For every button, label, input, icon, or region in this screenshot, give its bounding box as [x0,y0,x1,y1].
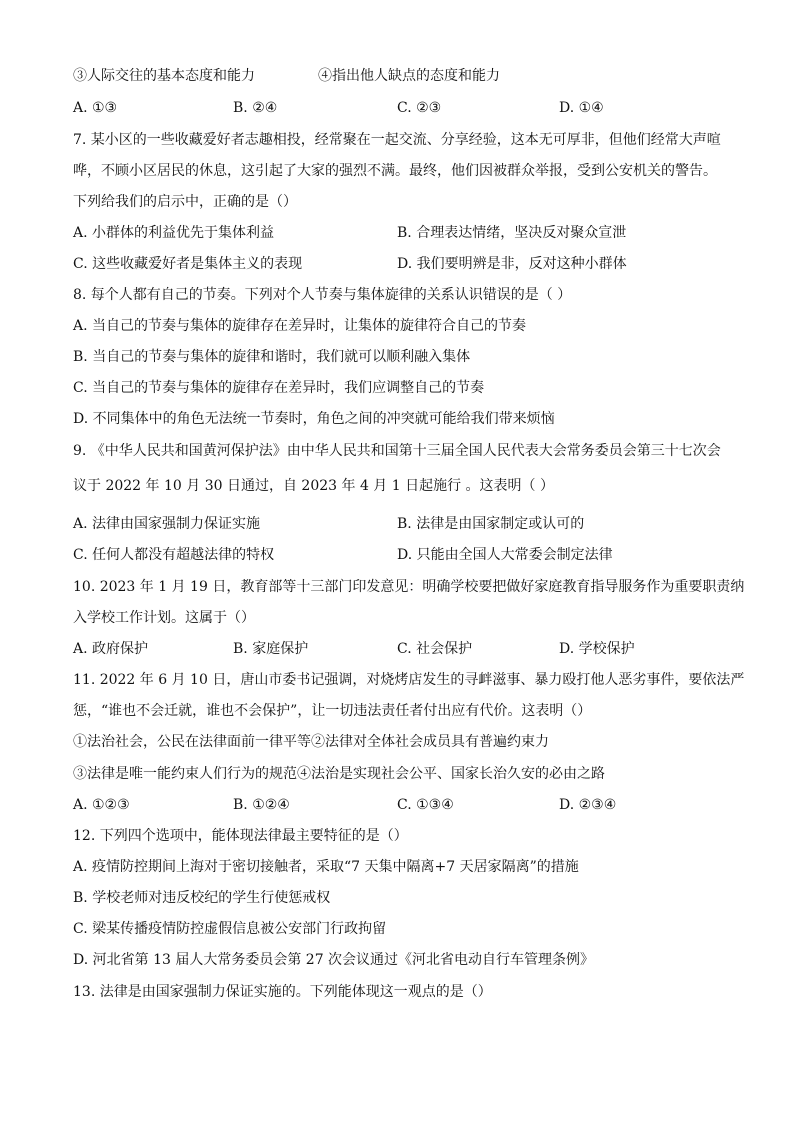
q11-choice-c[interactable]: C. ①③④ [397,797,454,813]
q6-choices [73,99,733,117]
q10-choice-c[interactable]: C. 社会保护 [397,641,473,657]
q7-choices-row-2 [73,255,733,273]
q7-stem-line-3: 下列给我们的启示中，正确的是（） [73,194,297,210]
q11-statements-line-2: ③法律是唯一能约束人们行为的规范④法治是实现社会公平、国家长治久安的必由之路 [73,766,605,782]
q7-choice-b[interactable]: B. 合理表达情绪，坚决反对聚众宣泄 [397,225,627,241]
q8-choice-c[interactable]: C. 当自己的节奏与集体的旋律存在差异时，我们应调整自己的节奏 [73,380,485,396]
q10-stem-line-1: 10. 2023 年 1 月 19 日，教育部等十三部门印发意见：明确学校要把做好家庭教育指导服务作为重要职责纳 [73,579,745,595]
q9-choice-a[interactable]: A. 法律由国家强制力保证实施 [73,516,261,532]
q11-choices [73,796,733,814]
q9-choices-row-2 [73,546,733,564]
q7-choice-d[interactable]: D. 我们要明辨是非，反对这种小群体 [397,256,627,272]
q7-choice-a[interactable]: A. 小群体的利益优先于集体利益 [73,225,275,241]
q7-stem-line-2: 哗，不顾小区居民的休息，这引起了大家的强烈不满。最终，他们因被群众举报，受到公安机关的警告。 [73,163,717,179]
q12-stem: 12. 下列四个选项中，能体现法律最主要特征的是（） [73,828,408,844]
q12-choice-a[interactable]: A. 疫情防控期间上海对于密切接触者，采取“7 天集中隔离+7 天居家隔离”的措施 [73,859,579,875]
q9-choice-c[interactable]: C. 任何人都没有超越法律的特权 [73,547,275,563]
q6-statement-3: ③人际交往的基本态度和能力 [73,68,255,84]
q12-choice-c[interactable]: C. 梁某传播疫情防控虚假信息被公安部门行政拘留 [73,921,387,937]
q8-choice-a[interactable]: A. 当自己的节奏与集体的旋律存在差异时，让集体的旋律符合自己的节奏 [73,318,527,334]
q13-stem: 13. 法律是由国家强制力保证实施的。下列能体现这一观点的是（） [73,984,492,1000]
q7-choice-c[interactable]: C. 这些收藏爱好者是集体主义的表现 [73,256,303,272]
q11-stem-line-2: 惩，“谁也不会迁就，谁也不会保护”，让一切违法责任者付出应有代价。这表明（） [73,703,592,719]
q12-choice-b[interactable]: B. 学校老师对违反校纪的学生行使惩戒权 [73,890,331,906]
q6-statements-row [73,67,733,85]
q12-choice-d[interactable]: D. 河北省第 13 届人大常务委员会第 27 次会议通过《河北省电动自行车管理条例》 [73,952,595,968]
q9-stem-line-2: 议于 2022 年 10 月 30 日通过，自 2023 年 4 月 1 日起施行 。这表明（ ） [73,478,555,494]
q6-choice-b[interactable]: B. ②④ [233,100,278,116]
q7-choices-row-1 [73,224,733,242]
q9-choice-b[interactable]: B. 法律是由国家制定或认可的 [397,516,585,532]
q10-choices [73,640,733,658]
q6-choice-d[interactable]: D. ①④ [559,100,604,116]
q11-choice-d[interactable]: D. ②③④ [559,797,617,813]
q8-choice-b[interactable]: B. 当自己的节奏与集体的旋律和谐时，我们就可以顺利融入集体 [73,349,471,365]
q6-choice-a[interactable]: A. ①③ [73,100,118,116]
q10-stem-line-2: 入学校工作计划。这属于（） [73,610,255,626]
q8-stem: 8. 每个人都有自己的节奏。下列对个人节奏与集体旋律的关系认识错误的是（ ） [73,287,572,303]
q10-choice-d[interactable]: D. 学校保护 [559,641,635,657]
q11-stem-line-1: 11. 2022 年 6 月 10 日，唐山市委书记强调，对烧烤店发生的寻衅滋事、暴力殴打他人恶劣事件，要依法严 [73,672,745,688]
q9-choice-d[interactable]: D. 只能由全国人大常委会制定法律 [397,547,613,563]
q7-stem-line-1: 7. 某小区的一些收藏爱好者志趣相投，经常聚在一起交流、分享经验，这本无可厚非，但他们经常大声喧 [73,132,721,148]
q9-stem-line-1: 9. 《中华人民共和国黄河保护法》由中华人民共和国第十三届全国人民代表大会常务委员会第三十七次会 [73,443,721,459]
q11-statements-line-1: ①法治社会，公民在法律面前一律平等②法律对全体社会成员具有普遍约束力 [73,734,549,750]
q11-choice-b[interactable]: B. ①②④ [233,797,290,813]
q8-choice-d[interactable]: D. 不同集体中的角色无法统一节奏时，角色之间的冲突就可能给我们带来烦恼 [73,411,555,427]
q6-statement-4: ④指出他人缺点的态度和能力 [318,68,500,84]
q6-choice-c[interactable]: C. ②③ [397,100,442,116]
q10-choice-a[interactable]: A. 政府保护 [73,641,149,657]
q11-choice-a[interactable]: A. ①②③ [73,797,130,813]
q10-choice-b[interactable]: B. 家庭保护 [233,641,309,657]
q9-choices-row-1 [73,515,733,533]
